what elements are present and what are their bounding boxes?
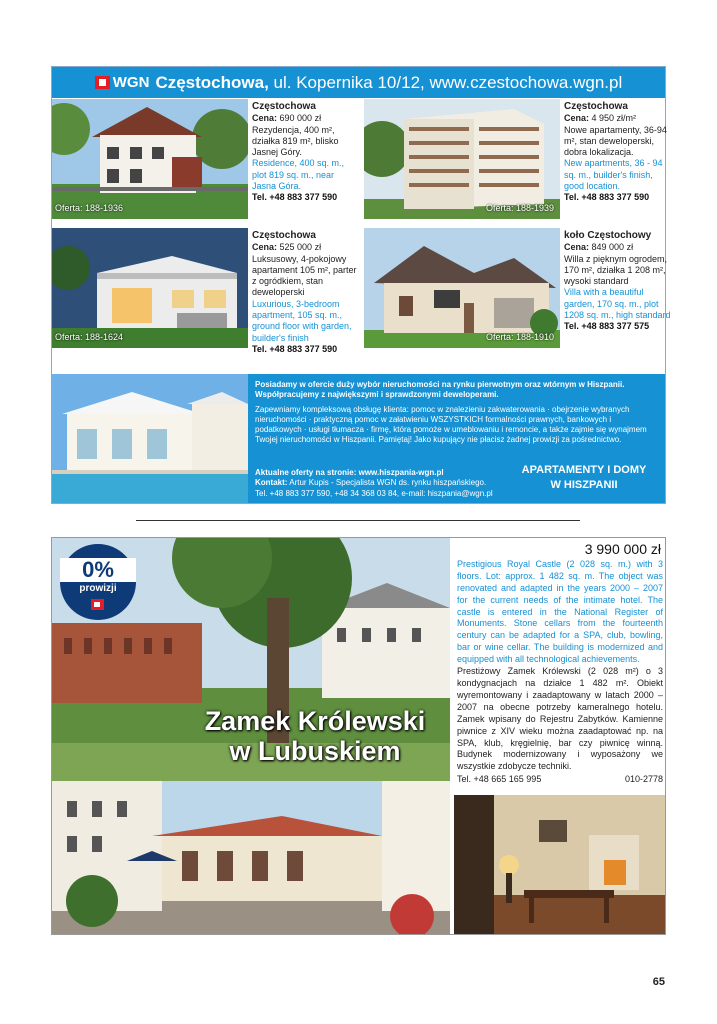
castle-description-pl: Prestiżowy Zamek Królewski (2 028 m²) o 3 kondygnacjach na działce 1 482 m². Obiekt wyremontowany i zaadaptowany w latach 2000 – 2007 na obecne potrzeby kameralnego hotelu. Zamek wpisany do Rejestru Zabytków. Kamienne piwnice z XIV wieku można zaadaptować np. na SPA, klub, kręgielnię, bar czy piwnicę winną. Budynek modernizowany i wyposażony we wszystkie zdobycze techniki. [457,666,663,772]
listing-description-en: Villa with a beautiful garden, 170 sq. m., plot 1208 sq. m., high standard [564,287,671,321]
listing-price-line [564,113,672,124]
castle-title-line1: Zamek Królewski [204,706,426,736]
listing-photo-residence [52,99,248,219]
listing-description-pl: Luksusowy, 4-pokojowy apartament 105 m², parter z ogródkiem, stan deweloperski [252,253,357,298]
page-number: 65 [652,976,665,988]
listing-price: 690 000 zł [279,113,322,124]
spain-section [52,374,665,503]
wgn-header [52,67,665,98]
spain-offers-label: Aktualne oferty na stronie: [255,468,357,478]
listing-residence [52,99,358,223]
divider [136,520,580,521]
listing-price: 4 950 zł/m² [591,113,637,124]
listing-phone: Tel. +48 883 377 590 [252,343,338,354]
castle-offer-code: 010-2778 [624,774,663,785]
spain-offers-link[interactable]: www.hiszpania-wgn.pl [358,468,444,478]
listing-photo-luxury-apartment [52,228,248,348]
spain-photo [52,374,248,503]
listing-villa [364,228,670,352]
spain-panel [248,374,665,503]
listing-info [564,230,672,333]
listing-price-line [252,113,360,124]
listing-description-en: New apartments, 36 - 94 sq. m., builder's finish, good location. [564,158,663,192]
spain-contact-line [255,478,505,488]
listing-info [252,101,360,204]
listing-info [252,230,360,355]
spain-badge-line1: APARTAMENTY I DOMY [521,464,647,476]
spain-contact-label: Kontakt: [255,478,288,488]
castle-description-en: Prestigious Royal Castle (2 028 sq. m.) with 3 floors. Lot: approx. 1 482 sq. m. The object was renovated and adapted in the years 2000 – 2007 for the current needs of the intimate hotel. The castle is entered in the National Register of Monuments. Stone cellars from the fourteenth century can be adapted for a SPA, club, bowling, bar or wine cellar. The building is modernized and equipped with all technological achievements. [457,558,663,665]
spain-badge-line2: W HISZPANII [550,479,618,491]
listing-city: koło Częstochowy [564,230,652,241]
listing-price-line [564,242,672,253]
spain-contact [255,468,505,499]
listing-info [564,101,672,204]
price-label: Cena: [564,242,590,253]
listing-description-en: Residence, 400 sq. m., plot 819 sq. m., near Jasna Góra. [252,158,345,192]
listing-offer-code: Oferta: 188-1624 [55,332,124,342]
listing-phone: Tel. +48 883 377 590 [252,192,338,203]
listing-phone: Tel. +48 883 377 575 [564,321,650,332]
castle-photo-courtyard [52,781,450,934]
castle-photo-interior [454,795,665,934]
listing-offer-code: Oferta: 188-1910 [485,332,554,342]
wgn-logo-text: WGN [112,74,150,91]
listing-phone: Tel. +48 883 377 590 [564,192,650,203]
price-label: Cena: [564,113,590,124]
listing-apartments [364,99,670,223]
listing-offer-code: Oferta: 188-1939 [485,203,554,213]
castle-contact [457,774,663,786]
commission-label: prowizji [79,583,117,594]
spain-services: Zapewniamy kompleksową obsługę klienta: pomoc w znalezieniu zakwaterowania · obejrzenie wybranych nieruchomości · praktyczną pomoc w załatwieniu WSZYSTKICH formalności prawnych, bankowych i podatkowych · usługi tłumacza · firmę, która pomoże w umeblowaniu i remoncie, a także zajmie się wynajmem Twojej nieruchomości w Hiszpanii. Pamiętaj! Jako kupujący nie płacisz żadnej prowizji za pośrednictwo. [255,404,647,445]
listing-photo-apartments [364,99,560,219]
listing-description-en: Luxurious, 3-bedroom apartment, 105 sq. m., ground floor with garden, builder's finish [252,298,352,343]
wgn-header-text [155,73,622,93]
listing-city: Częstochowa [564,101,628,112]
spain-badge [519,463,649,493]
wgn-logo [95,74,150,91]
wgn-logo-icon [91,599,104,610]
zero-commission-badge [60,544,136,620]
listing-description-pl: Willa z pięknym ogrodem, 170 m², działka 1 208 m², wysoki standard [564,253,668,287]
castle-advert [51,537,666,935]
header-address: ul. Kopernika 10/12, www.czestochowa.wgn.pl [273,72,623,92]
listing-price: 525 000 zł [279,242,322,253]
castle-title [180,706,450,766]
listing-description-pl: Nowe apartamenty, 36-94 m², stan deweloperski, dobra lokalizacja. [564,124,667,158]
price-label: Cena: [252,242,278,253]
castle-phone: Tel. +48 665 165 995 [457,774,542,785]
wgn-logo-icon [95,76,110,89]
listing-offer-code: Oferta: 188-1936 [55,203,124,213]
spain-offers-line [255,468,505,478]
spain-contact-phones: Tel. +48 883 377 590, +48 34 368 03 84, e-mail: hiszpania@wgn.pl [255,488,493,498]
price-label: Cena: [252,113,278,124]
listing-city: Częstochowa [252,230,316,241]
commission-percent: 0% [60,558,136,582]
listing-city: Częstochowa [252,101,316,112]
listing-photo-villa [364,228,560,348]
castle-description [457,541,663,786]
wgn-advert [51,66,671,504]
listing-description-pl: Rezydencja, 400 m², działka 819 m², blisko Jasnej Góry. [252,124,339,158]
castle-price: 3 990 000 zł [584,541,661,557]
listing-luxury-apartment [52,228,358,352]
spain-intro: Posiadamy w ofercie duży wybór nieruchomości na rynku pierwotnym oraz wtórnym w Hiszpanii. Współpracujemy z największymi i sprawdzonymi deweloperami. [255,380,625,400]
spain-contact-person: Artur Kupis - Specjalista WGN ds. rynku hiszpańskiego. [289,478,487,488]
listing-price: 849 000 zł [591,242,634,253]
listing-price-line [252,242,360,253]
header-city: Częstochowa, [155,72,269,92]
castle-title-line2: w Lubuskiem [229,736,401,766]
castle-photo-main [52,538,450,781]
